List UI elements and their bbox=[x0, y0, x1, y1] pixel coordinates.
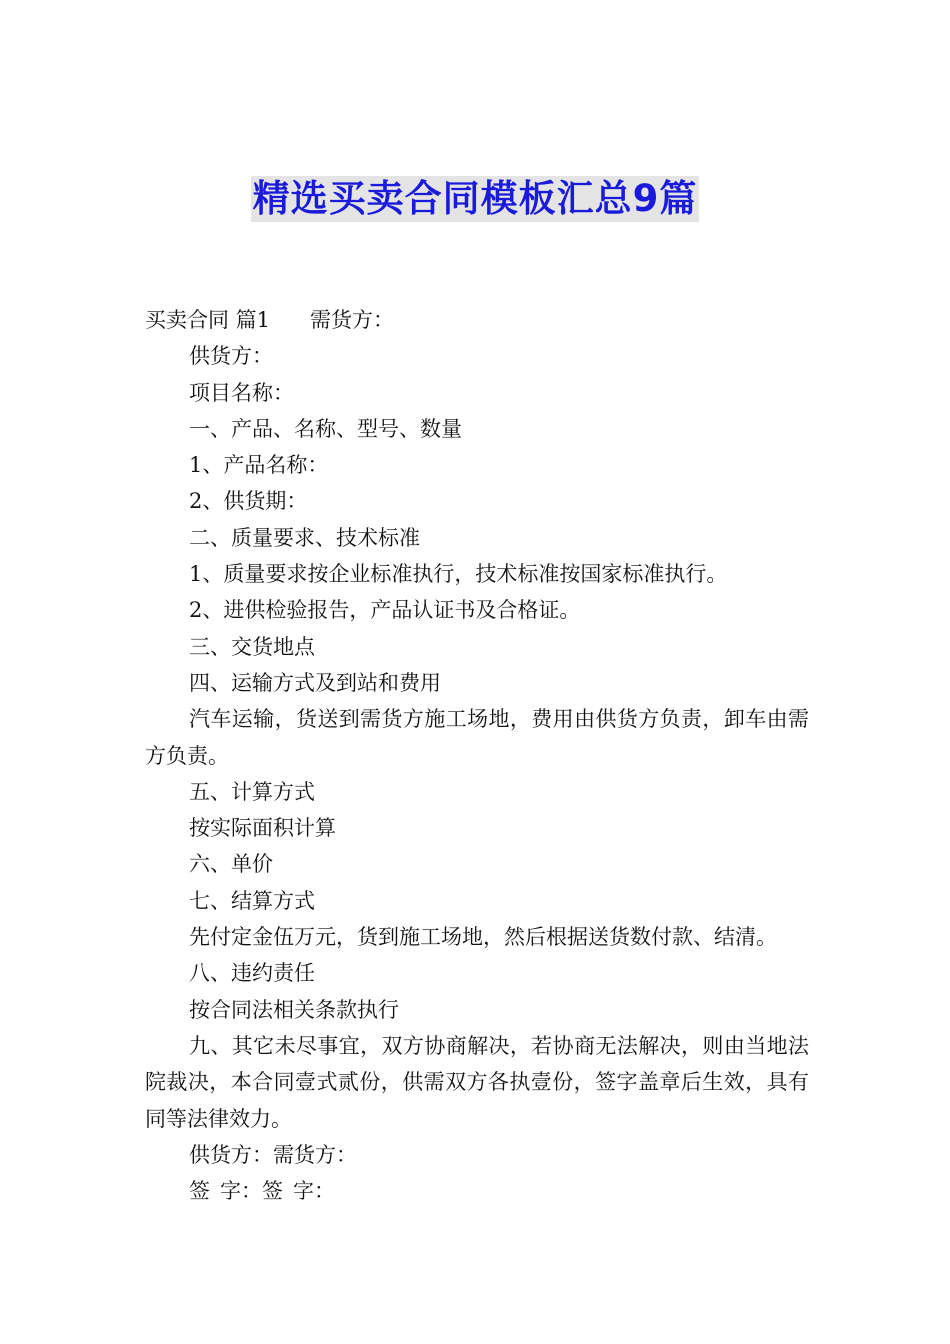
buyer-label: 需货方： bbox=[310, 308, 395, 332]
text-line: 一、产品、名称、型号、数量 bbox=[189, 416, 462, 441]
text-line: 项目名称： bbox=[189, 380, 294, 405]
text-line: 五、计算方式 bbox=[189, 779, 315, 804]
text-line: 七、结算方式 bbox=[189, 888, 315, 913]
signature-char: 字： bbox=[293, 1179, 335, 1204]
signature-char: 签 bbox=[189, 1179, 210, 1204]
text-line: 按实际面积计算 bbox=[189, 816, 336, 841]
text-line: 1、质量要求按企业标准执行，技术标准按国家标准执行。 bbox=[189, 562, 728, 587]
parties-line: 供货方：需货方： bbox=[189, 1142, 357, 1167]
text-line: 六、单价 bbox=[189, 852, 273, 877]
text-line: 供货方： bbox=[189, 344, 273, 369]
text-line: 二、质量要求、技术标准 bbox=[189, 525, 420, 550]
document-body bbox=[145, 302, 809, 1209]
signature-line bbox=[145, 1173, 809, 1209]
transport-paragraph: 汽车运输，货送到需货方施工场地，费用由供货方负责，卸车由需方负责。 bbox=[145, 707, 809, 768]
section-title: 买卖合同 篇1 bbox=[145, 308, 271, 332]
text-line: 三、交货地点 bbox=[189, 634, 315, 659]
text-line: 先付定金伍万元，货到施工场地，然后根据送货数付款、结清。 bbox=[189, 925, 777, 950]
text-line: 按合同法相关条款执行 bbox=[189, 997, 399, 1022]
text-line: 八、违约责任 bbox=[189, 961, 315, 986]
text-line: 2、进供检验报告，产品认证书及合格证。 bbox=[189, 598, 581, 623]
text-line: 四、运输方式及到站和费用 bbox=[189, 670, 441, 695]
section-heading-line bbox=[145, 302, 809, 338]
text-line: 1、产品名称： bbox=[189, 453, 329, 478]
other-matters-paragraph: 九、其它未尽事宜，双方协商解决，若协商无法解决，则由当地法院裁决，本合同壹式贰份，供需双方各执壹份，签字盖章后生效，具有同等法律效力。 bbox=[145, 1033, 809, 1131]
document-title: 精选买卖合同模板汇总9篇 bbox=[252, 177, 698, 220]
title-container bbox=[0, 176, 950, 222]
text-line: 2、供货期： bbox=[189, 489, 308, 514]
signature-char: 字：签 bbox=[220, 1179, 283, 1204]
